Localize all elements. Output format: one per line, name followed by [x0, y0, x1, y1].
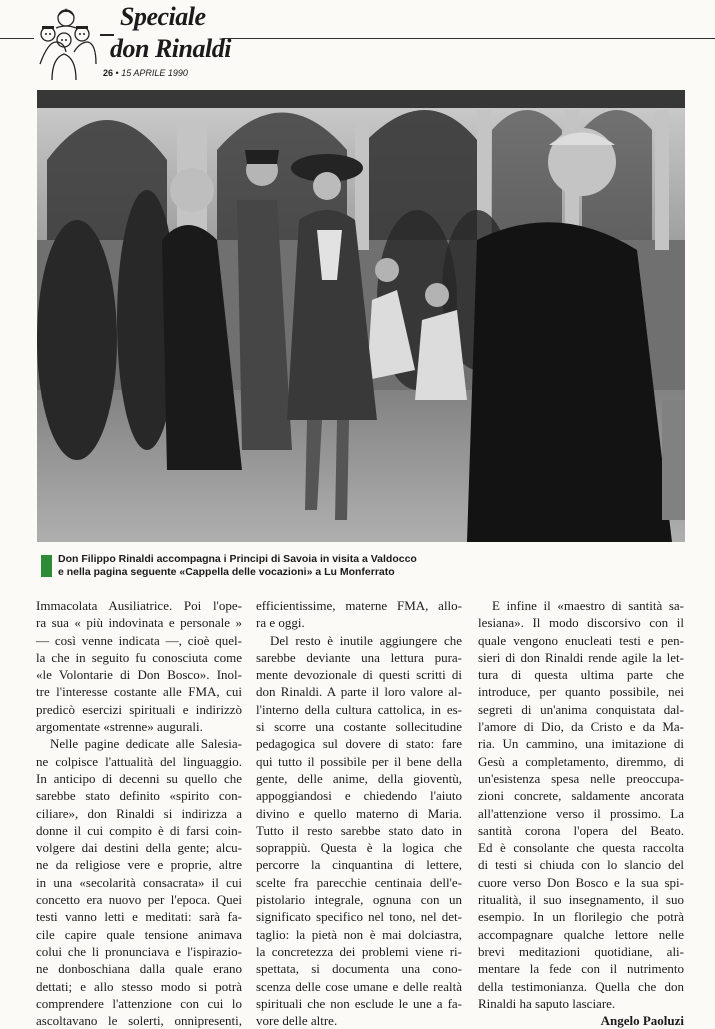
- children-group-illustration-icon: [34, 4, 98, 82]
- text-line: percorre la cinquantina di lettere,: [256, 857, 462, 873]
- issue-separator: •: [115, 68, 119, 78]
- text-line: tre l'interesse costante alle FMA, cui: [36, 684, 242, 700]
- text-line: Rinaldi ha saputo lasciare.: [478, 995, 616, 1011]
- text-line: — così venne indicata —, cioè quel-: [36, 632, 242, 648]
- text-line: in una «secolarità consacrata» il cui: [36, 874, 242, 890]
- text-line: ria. Un cammino, una imitazione di: [478, 736, 684, 752]
- text-line: taglio: la pietà non è mai dolciastra,: [256, 926, 462, 942]
- text-line: esempio. In un florilegio che potrà: [478, 909, 684, 925]
- text-line: Ed è consolante che questa raccolta: [478, 840, 684, 856]
- text-line: introduce, per quanto possibile, nei: [478, 684, 684, 700]
- text-line: divino e quello materno di Maria.: [256, 805, 462, 821]
- text-line: volgere dai destini della gente; alcu-: [36, 840, 242, 856]
- text-line: sieri di don Rinaldi rende agile la let-: [478, 649, 684, 665]
- text-line: colui che li pronunciava e l'ispirazio-: [36, 943, 242, 959]
- masthead: [0, 0, 715, 86]
- text-line: cuore verso Don Bosco e la sua spi-: [478, 874, 684, 890]
- text-line: ne donboschiana dalla quale erano: [36, 961, 242, 977]
- text-line: vore delle altre.: [256, 1013, 338, 1029]
- text-line: di testi si chiuda con lo slancio del: [478, 857, 684, 873]
- text-line: testi vanno letti e meditati: sarà fa-: [36, 909, 242, 925]
- text-line: ra e oggi.: [256, 615, 305, 631]
- header-rule-right: [222, 38, 715, 39]
- text-line: predicò esercizi spirituali e indirizzò: [36, 701, 242, 717]
- text-line: sarebbe stato definito «spirito con-: [36, 788, 242, 804]
- photo-illustration: [37, 90, 685, 542]
- text-line: zioni concrete, saldamente ancorata: [478, 788, 684, 804]
- text-line: argomentate «strenne» augurali.: [36, 719, 203, 735]
- header-rule-left: [0, 38, 34, 39]
- text-line: lesiana». Il modo discorsivo con il: [478, 615, 684, 631]
- page-number: 26: [103, 68, 114, 78]
- text-line: pistolario integrale, ognuna con un: [256, 892, 462, 908]
- issue-info: [103, 68, 188, 78]
- caption-line: e nella pagina seguente «Cappella delle vocazioni» a Lu Monferrato: [58, 566, 395, 578]
- caption-accent-bar: [41, 555, 52, 577]
- text-line: la concretezza dei problemi viene ri-: [256, 943, 462, 959]
- text-line: santità corona l'opera del Beato.: [478, 822, 684, 838]
- text-line: In anticipo di decenni su quello che: [36, 770, 242, 786]
- text-line: si scorre una costante sollecitudine: [256, 719, 462, 735]
- text-line: ne colpisce l'attualità del linguaggio.: [36, 753, 242, 769]
- text-line: l'interno della cultura cattolica, in es-: [256, 701, 462, 717]
- text-line: Gesù a completamento, diremmo, di: [478, 753, 684, 769]
- text-line: gente, delle anime, della gioventù,: [256, 770, 462, 786]
- text-line: «le Volontarie di Don Bosco». Inol-: [36, 667, 242, 683]
- text-line: ne da religiose vere e proprie, altre: [36, 857, 242, 873]
- text-line: ra sua « più indovinata e personale »: [36, 615, 242, 631]
- section-title-line2: don Rinaldi: [110, 34, 231, 63]
- text-line: Immacolata Ausiliatrice. Poi l'ope-: [36, 598, 242, 613]
- caption-text: [58, 553, 658, 579]
- text-line: concetto era nuovo per l'epoca. Quei: [36, 892, 242, 908]
- text-line: dettati; e allo stesso modo si potrà: [36, 978, 242, 994]
- text-line: sarebbe deviante una lettura pura-: [256, 649, 462, 665]
- text-line: cile capire quale tensione animava: [36, 926, 242, 942]
- text-line: spettata, si documenta una cono-: [256, 961, 462, 977]
- text-line: spirituali che non esclude le une a fa-: [256, 995, 462, 1011]
- text-line: accompagnare qualche lettore nelle: [478, 926, 684, 942]
- text-line: Tutto il resto sarebbe stato dato in: [256, 822, 462, 838]
- section-title-line1: Speciale: [120, 2, 206, 31]
- text-line: comprendere l'attenzione con cui lo: [36, 995, 242, 1011]
- text-line: don Rinaldi. A parte il loro valore al-: [256, 684, 462, 700]
- text-line: soprappiù. Questa è la logica che: [256, 840, 462, 856]
- text-line: l'amore di Dio, da Cristo e da Ma-: [478, 719, 684, 735]
- text-line: Del resto è inutile aggiungere che: [270, 632, 462, 648]
- text-line: E infine il «maestro di santità sa-: [492, 598, 684, 613]
- text-line: segreti di un'anima conquistata dal-: [478, 701, 684, 717]
- text-line: scelte fra parecchie centinaia dell'e-: [256, 874, 462, 890]
- issue-date: 15 APRILE 1990: [121, 68, 188, 78]
- text-line: ciliare», don Rinaldi si indirizza a: [36, 805, 242, 821]
- text-column-1: [36, 597, 242, 1029]
- text-line: tura di questa ultima parte che: [478, 667, 684, 683]
- text-line: mentare la fede con il nutrimento: [478, 961, 684, 977]
- caption-line: Don Filippo Rinaldi accompagna i Principi di Savoia in visita a Valdocco: [58, 553, 417, 565]
- text-line: la che in seguito fu conosciuta come: [36, 649, 242, 665]
- text-column-3: [478, 597, 684, 1029]
- text-line: un'esistenza spesa nelle preoccupa-: [478, 770, 684, 786]
- text-line: efficientissime, materne FMA, allo-: [256, 598, 462, 613]
- text-line: appoggiandosi e chiedendo l'aiuto: [256, 788, 462, 804]
- text-line: significato specifico nel tono, nel det-: [256, 909, 462, 925]
- text-line: pedagogica sul dovere di stato: fare: [256, 736, 462, 752]
- text-line: quale vengono enucleati testi e pen-: [478, 632, 684, 648]
- text-line: brevi meditazioni quotidiane, ali-: [478, 943, 684, 959]
- text-line: della testimonianza. Quella che don: [478, 978, 684, 994]
- text-line: mente devozionale di questi scritti di: [256, 667, 462, 683]
- text-line: qui tutto il possibile per il bene della: [256, 753, 462, 769]
- text-line: ritualità, il suo insegnamento, il suo: [478, 892, 684, 908]
- procession-photograph: [37, 90, 685, 542]
- text-column-2: [256, 597, 462, 1029]
- text-line: donne il cui compito è di farsi coin-: [36, 822, 242, 838]
- author-signature: Angelo Paoluzi: [600, 1013, 684, 1029]
- text-line: scenza delle cose umane e delle realtà: [256, 978, 462, 994]
- text-line: all'attenzione verso il prossimo. La: [478, 805, 684, 821]
- text-line: Nelle pagine dedicate alle Salesia-: [50, 736, 242, 752]
- text-line: ascoltavano le solerti, onnipresenti,: [36, 1013, 242, 1029]
